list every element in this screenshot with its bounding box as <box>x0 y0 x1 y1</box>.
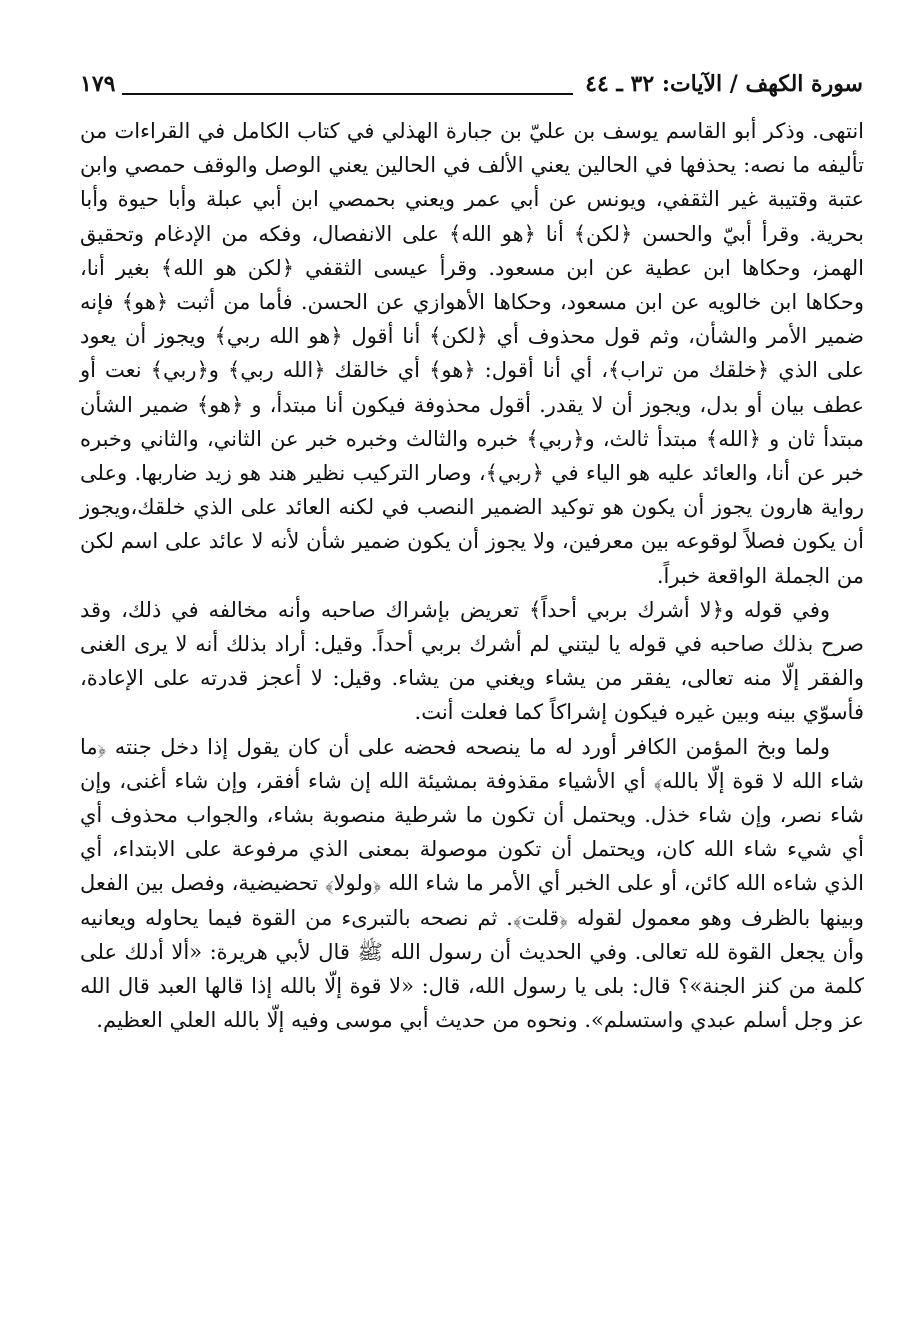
running-header-title: سورة الكهف / الآيات: ٣٢ ـ ٤٤ <box>585 71 863 97</box>
page-number: ١٧٩ <box>80 71 116 97</box>
paragraph: ولما وبخ المؤمن الكافر أورد له ما ينصحه فحضه على أن كان يقول إذا دخل جنته ﴿ما شاء الله لا قوة إلّا بالله﴾ أي الأشياء مقذوفة بمشيئة الله إن شاء أفقر، وإن شاء أغنى، وإن شاء نصر، وإن شاء خذل. ويحتمل أن تكون ما شرطية منصوبة بشاء، والجواب محذوف أي أي شيء شاء الله كان، ويحتمل أن تكون موصولة بمعنى الذي مرفوعة على الابتداء، أي الذي شاءه الله كائن، أو على الخبر أي الأمر ما شاء الله ﴿ولولا﴾ تحضيضية، وفصل بين الفعل وبينها بالظرف وهو معمول لقوله ﴿قلت﴾. ثم نصحه بالتبرىء من القوة فيما يحاوله ويعانيه وأن يجعل القوة لله تعالى. وفي الحديث أن رسول الله ﷺ قال لأبي هريرة: «ألا أدلك على كلمة من كنز الجنة»؟ قال: بلى يا رسول الله، قال: «لا قوة إلّا بالله إذا قالها العبد قال الله عز وجل أسلم عبدي واستسلم». ونحوه من حديث أبي موسى وفيه إلّا بالله العلي العظيم. <box>80 734 864 1033</box>
header-rule <box>122 93 573 95</box>
body-text <box>80 114 864 1037</box>
paragraph: انتهى. وذكر أبو القاسم يوسف بن عليّ بن جبارة الهذلي في كتاب الكامل في القراءات من تأليفه ما نصه: يحذفها في الحالين يعني الألف في الحالين يعني الوصل والوقف حمصي وابن عتبة وقتيبة غير الثقفي، ويونس عن أبي عمر ويعني بحمصي ابن أبي عبلة وأبا حيوة وأبا بحرية. وقرأ أبيّ والحسن ﴿لكن﴾ أنا ﴿هو الله﴾ على الانفصال، وفكه من الإدغام وتحقيق الهمز، وحكاها ابن عطية عن ابن مسعود. وقرأ عيسى الثقفي ﴿لكن هو الله﴾ بغير أنا، وحكاها ابن خالويه عن ابن مسعود، وحكاها الأهوازي عن الحسن. فأما من أثبت ﴿هو﴾ فإنه ضمير الأمر والشأن، وثم قول محذوف أي ﴿لكن﴾ أنا أقول ﴿هو الله ربي﴾ ويجوز أن يعود على الذي ﴿خلقك من تراب﴾، أي أنا أقول: ﴿هو﴾ أي خالقك ﴿الله ربي﴾ و﴿ربي﴾ نعت أو عطف بيان أو بدل، ويجوز أن لا يقدر. أقول محذوفة فيكون أنا مبتدأ، و ﴿هو﴾ ضمير الشأن مبتدأ ثان و ﴿الله﴾ مبتدأ ثالث، و﴿ربي﴾ خبره والثالث وخبره خبر عن الثاني، والثاني وخبره خبر عن أنا، والعائد عليه هو الياء في ﴿ربي﴾، وصار التركيب نظير هند هو زيد ضاربها. وعلى رواية هارون يجوز أن يكون هو توكيد الضمير النصب في لكنه العائد على الذي خلقك،ويجوز أن يكون فصلاً لوقوعه بين معرفين، ولا يجوز أن يكون ضمير شأن لأنه لا عائد على اسم لكن من الجملة الواقعة خبراً. <box>80 119 864 588</box>
running-header <box>80 66 863 106</box>
paragraph: وفي قوله و﴿لا أشرك بربي أحداً﴾ تعريض بإشراك صاحبه وأنه مخالفه في ذلك، وقد صرح بذلك صاحبه في قوله يا ليتني لم أشرك بربي أحداً. وقيل: أراد بذلك أنه لا يرى الغنى والفقر إلّا منه تعالى، يفقر من يشاء ويغني من يشاء. وقيل: لا أعجز قدرته على الإعادة، فأسوّي بينه وبين غيره فيكون إشراكاً كما فعلت أنت. <box>80 597 864 725</box>
